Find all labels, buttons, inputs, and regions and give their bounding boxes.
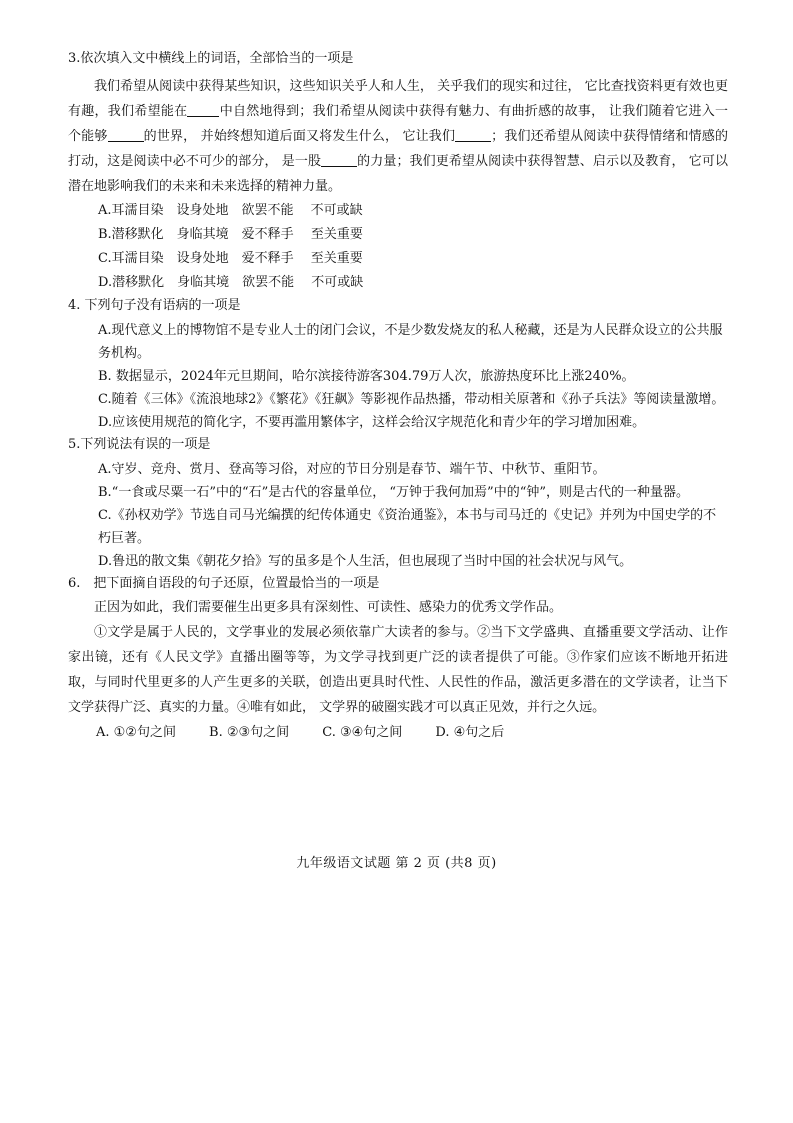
option-d: D.应该使用规范的简化字，不要再滥用繁体字，这样会给汉字规范化和青少年的学习增加困难。	[98, 415, 646, 430]
question-4-title: 4. 下列句子没有语病的一项是	[68, 298, 241, 313]
option-d: D.潜移默化 身临其境 欲罢不能 不可或缺	[98, 275, 364, 290]
question-6-options	[96, 720, 728, 745]
option-d: D.鲁迅的散文集《朝花夕拾》写的虽多是个人生活，但也展现了当时中国的社会状况与风气。	[98, 554, 633, 569]
option-c: C.随着《三体》《流浪地球2》《繁花》《狂飙》等影视作品热播，带动相关原著和《孙子兵法》等阅读量激增。	[98, 392, 725, 407]
page-content	[68, 48, 728, 745]
option-b: B.“一食或尽粟一石”中的“石”是古代的容量单位， “万钟于我何加焉”中的“钟”，则是古代的一种量器。	[98, 485, 689, 500]
option-a: A.耳濡目染 设身处地 欲罢不能 不可或缺	[98, 203, 363, 218]
passage-part: 的世界， 并始终想知道后面又将发生什么， 它让我们	[143, 129, 456, 144]
passage-part: ；我们还希望从阅读中获得情绪和情感的打动，这是阅读中必不可少的部分， 是一股	[68, 129, 728, 169]
question-6-title: 6. 把下面摘自语段的句子还原，位置最恰当的一项是	[68, 576, 380, 591]
question-6-sentence: 正因为如此，我们需要催生出更多具有深刻性、可读性、感染力的优秀文学作品。	[94, 600, 563, 615]
option-a: A.守岁、竞舟、赏月、登高等习俗，对应的节日分别是春节、端午节、中秋节、重阳节。	[98, 462, 606, 477]
option-a: A.现代意义上的博物馆不是专业人士的闭门会议，不是少数发烧友的私人秘藏，还是为人民群众设立的公共服务机构。	[98, 323, 723, 361]
passage-part: 中自然地得到；我们希望从阅读中获得有魅力、有曲折感的故事， 让我们随着它进入一个能够	[68, 104, 728, 144]
option-b: B.潜移默化 身临其境 爱不释手 至关重要	[98, 227, 363, 242]
answer-blank	[455, 128, 491, 142]
option-b: B. 数据显示，2024年元旦期间，哈尔滨接待游客304.79万人次，旅游热度环比上涨240%。	[98, 369, 635, 384]
answer-blank	[108, 128, 144, 142]
option-d: D. ④句之后	[435, 725, 505, 740]
option-b: B. ②③句之间	[209, 725, 290, 740]
option-c: C.耳濡目染 设身处地 爱不释手 至关重要	[98, 251, 363, 266]
page-footer: 九年级语文试题 第 2 页 (共8 页)	[296, 856, 497, 871]
answer-blank	[321, 153, 357, 167]
answer-blank	[187, 103, 219, 117]
question-5-title: 5.下列说法有误的一项是	[68, 437, 211, 452]
question-3-passage	[68, 74, 728, 199]
question-3-title: 3.依次填入文中横线上的词语，全部恰当的一项是	[68, 51, 354, 66]
option-c: C. ③④句之间	[322, 725, 403, 740]
passage-part: 我们希望从阅读中获得某些知识，这些知识关乎人和人生， 关乎我们的现实和过往， 它比查找资料更有效也更有趣，我们希望能在	[68, 79, 728, 119]
question-6-passage: ①文学是属于人民的，文学事业的发展必须依靠广大读者的参与。②当下文学盛典、直播重要文学活动、让作家出镜，还有《人民文学》直播出圈等等，为文学寻找到更广泛的读者提供了可能。③作家们应该不断地开拓进取，与同时代里更多的人产生更多的关联，创造出更具时代性、人民性的作品，激活更多潜在的文学读者，让当下文学获得广泛、真实的力量。④唯有如此， 文学界的破圈实践才可以真正见效，并行之久远。	[68, 625, 728, 715]
passage-part: 的力量；我们更希望从阅读中获得智慧、启示以及教育， 它可以潜在地影响我们的未来和未来选择的精神力量。	[68, 154, 728, 194]
option-c: C.《孙权劝学》节选自司马光编撰的纪传体通史《资治通鉴》，本书与司马迁的《史记》并列为中国史学的不朽巨著。	[98, 508, 717, 546]
option-a: A. ①②句之间	[96, 725, 176, 740]
